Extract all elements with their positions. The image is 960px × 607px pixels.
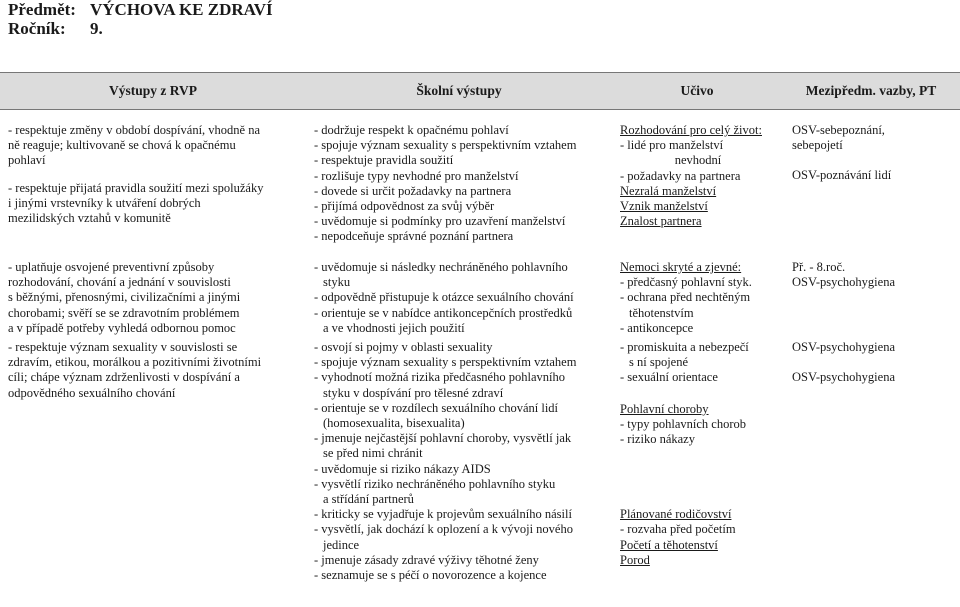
table-row	[0, 247, 960, 338]
cross-link-cell	[782, 338, 960, 600]
rvp-line: a v případě potřeby vyhledá odbornou pomoc	[8, 320, 236, 335]
school-output-line: - respektuje pravidla soužití	[314, 153, 454, 168]
subject-label: Předmět:	[8, 0, 76, 19]
school-output-line: - odpovědně přistupuje k otázce sexuálního chování	[314, 290, 574, 305]
rvp-line: s běžnými, přenosnými, civilizačními a jinými	[8, 290, 241, 305]
cross-link: Př. - 8.roč.	[792, 260, 846, 274]
school-output-line: - kriticky se vyjadřuje k projevům sexuálního násilí	[314, 507, 572, 522]
school-output-cell	[306, 338, 612, 600]
curriculum-item: těhotenstvím	[629, 305, 694, 320]
curriculum-item: - antikoncepce	[620, 320, 694, 335]
school-output-line: a střídání partnerů	[323, 492, 414, 507]
curriculum-cell	[612, 110, 782, 248]
curriculum-topic: Porod	[620, 552, 650, 567]
curriculum-topic: Početí a těhotenství	[620, 537, 718, 552]
rvp-line: zdravím, etikou, morálkou a pozitivními životními	[8, 355, 262, 370]
cross-link: OSV-psychohygiena	[792, 275, 896, 290]
school-output-line: - vysvětlí riziko nechráněného pohlavního styku	[314, 476, 556, 491]
curriculum-item: - požadavky na partnera	[620, 168, 741, 183]
school-output-line: - vyhodnotí možná rizika předčasného pohlavního	[314, 370, 565, 385]
rvp-line: - uplatňuje osvojené preventivní způsoby	[8, 260, 215, 274]
curriculum-topic: Vznik manželství	[620, 199, 708, 214]
curriculum-table	[0, 72, 960, 600]
curriculum-item: - předčasný pohlavní styk.	[620, 275, 752, 290]
school-output-line: - nepodceňuje správné poznání partnera	[314, 229, 514, 244]
curriculum-heading: Nemoci skryté a zjevné:	[620, 260, 742, 274]
school-output-line: - dodržuje respekt k opačnému pohlaví	[314, 123, 509, 137]
cross-link: OSV-psychohygiena	[792, 370, 896, 385]
rvp-line: odpovědného sexuálního chování	[8, 385, 176, 400]
rvp-line: mezilidských vztahů v komunitě	[8, 211, 171, 226]
school-output-line: a ve vhodnosti jejich použití	[323, 320, 465, 335]
header-cross-links: Mezipředm. vazby, PT	[782, 73, 960, 110]
curriculum-item: - rozvaha před početím	[620, 522, 736, 537]
rvp-line: cíli; chápe význam zdrženlivosti v dospívání a	[8, 370, 240, 385]
rvp-line: - respektuje význam sexuality v souvislosti se	[8, 340, 238, 354]
curriculum-heading: Plánované rodičovství	[620, 507, 732, 522]
rvp-line: - respektuje změny v období dospívání, vhodně na	[8, 123, 261, 137]
school-output-line: - seznamuje se s péčí o novorozence a kojence	[314, 568, 547, 583]
header-rvp-outputs: Výstupy z RVP	[0, 73, 306, 110]
rvp-line: chorobami; svěří se se zdravotním problémem	[8, 305, 240, 320]
cross-link-cell	[782, 110, 960, 248]
rvp-line: ně reaguje; kultivovaně se chová k opačnému	[8, 138, 236, 153]
curriculum-item: - ochrana před nechtěným	[620, 290, 751, 305]
school-output-line: - jmenuje zásady zdravé výživy těhotné ženy	[314, 552, 539, 567]
curriculum-item: s ní spojené	[629, 355, 689, 370]
school-output-line: - uvědomuje si riziko nákazy AIDS	[314, 461, 491, 476]
curriculum-item: - sexuální orientace	[620, 370, 718, 385]
school-output-line: jedince	[323, 537, 360, 552]
table-row	[0, 110, 960, 248]
cross-link: sebepojetí	[792, 138, 843, 153]
school-output-line: se před nimi chránit	[323, 446, 423, 461]
rvp-cell	[0, 247, 306, 338]
rvp-line: - respektuje přijatá pravidla soužití mezi spolužáky	[8, 180, 264, 195]
grade-label: Ročník:	[8, 19, 66, 38]
school-output-line: - orientuje se v rozdílech sexuálního chování lidí	[314, 400, 559, 415]
curriculum-item: - riziko nákazy	[620, 432, 695, 447]
school-output-line: (homosexualita, bisexualita)	[323, 416, 465, 431]
curriculum-cell	[612, 338, 782, 600]
school-output-line: - rozlišuje typy nevhodné pro manželství	[314, 168, 519, 183]
rvp-cell	[0, 338, 306, 600]
school-output-line: - uvědomuje si podmínky pro uzavření manželství	[314, 214, 566, 229]
rvp-cell	[0, 110, 306, 248]
school-output-line: - uvědomuje si následky nechráněného pohlavního	[314, 260, 568, 274]
header-school-outputs: Školní výstupy	[306, 73, 612, 110]
subject-value: VÝCHOVA KE ZDRAVÍ	[90, 0, 273, 19]
curriculum-item: nevhodní	[674, 153, 722, 168]
grade-value: 9.	[90, 19, 103, 38]
curriculum-topic: Znalost partnera	[620, 214, 702, 229]
school-output-cell	[306, 110, 612, 248]
rvp-line: i jinými vrstevníky k utváření dobrých	[8, 195, 201, 210]
document-header	[8, 0, 273, 38]
cross-link: OSV-poznávání lidí	[792, 168, 892, 183]
table-header-row	[0, 73, 960, 110]
school-output-line: - dovede si určit požadavky na partnera	[314, 183, 512, 198]
school-output-line: - přijímá odpovědnost za svůj výběr	[314, 199, 495, 214]
cross-link-cell	[782, 247, 960, 338]
header-curriculum: Učivo	[612, 73, 782, 110]
curriculum-item: - promiskuita a nebezpečí	[620, 340, 749, 354]
school-output-line: - spojuje význam sexuality s perspektivním vztahem	[314, 138, 577, 153]
cross-link: OSV-psychohygiena	[792, 340, 896, 354]
school-output-line: - vysvětlí, jak dochází k oplození a k vývoji nového	[314, 522, 573, 537]
curriculum-heading: Rozhodování pro celý život:	[620, 123, 762, 137]
curriculum-item: - lidé pro manželství	[620, 138, 724, 153]
curriculum-cell	[612, 247, 782, 338]
school-output-line: - orientuje se v nabídce antikoncepčních prostředků	[314, 305, 573, 320]
school-output-line: styku	[323, 275, 351, 290]
rvp-line: pohlaví	[8, 153, 46, 168]
curriculum-item: - typy pohlavních chorob	[620, 416, 747, 431]
cross-link: OSV-sebepoznání,	[792, 123, 885, 137]
school-output-line: - osvojí si pojmy v oblasti sexuality	[314, 340, 493, 354]
table-row	[0, 338, 960, 600]
curriculum-heading: Pohlavní choroby	[620, 401, 709, 416]
rvp-line: rozhodování, chování a jednání v souvislosti	[8, 275, 231, 290]
school-output-line: - jmenuje nejčastější pohlavní choroby, vysvětlí jak	[314, 431, 572, 446]
school-output-cell	[306, 247, 612, 338]
school-output-line: - spojuje význam sexuality s perspektivním vztahem	[314, 355, 577, 370]
school-output-line: styku v dospívání pro tělesné zdraví	[323, 385, 504, 400]
curriculum-topic: Nezralá manželství	[620, 183, 717, 198]
